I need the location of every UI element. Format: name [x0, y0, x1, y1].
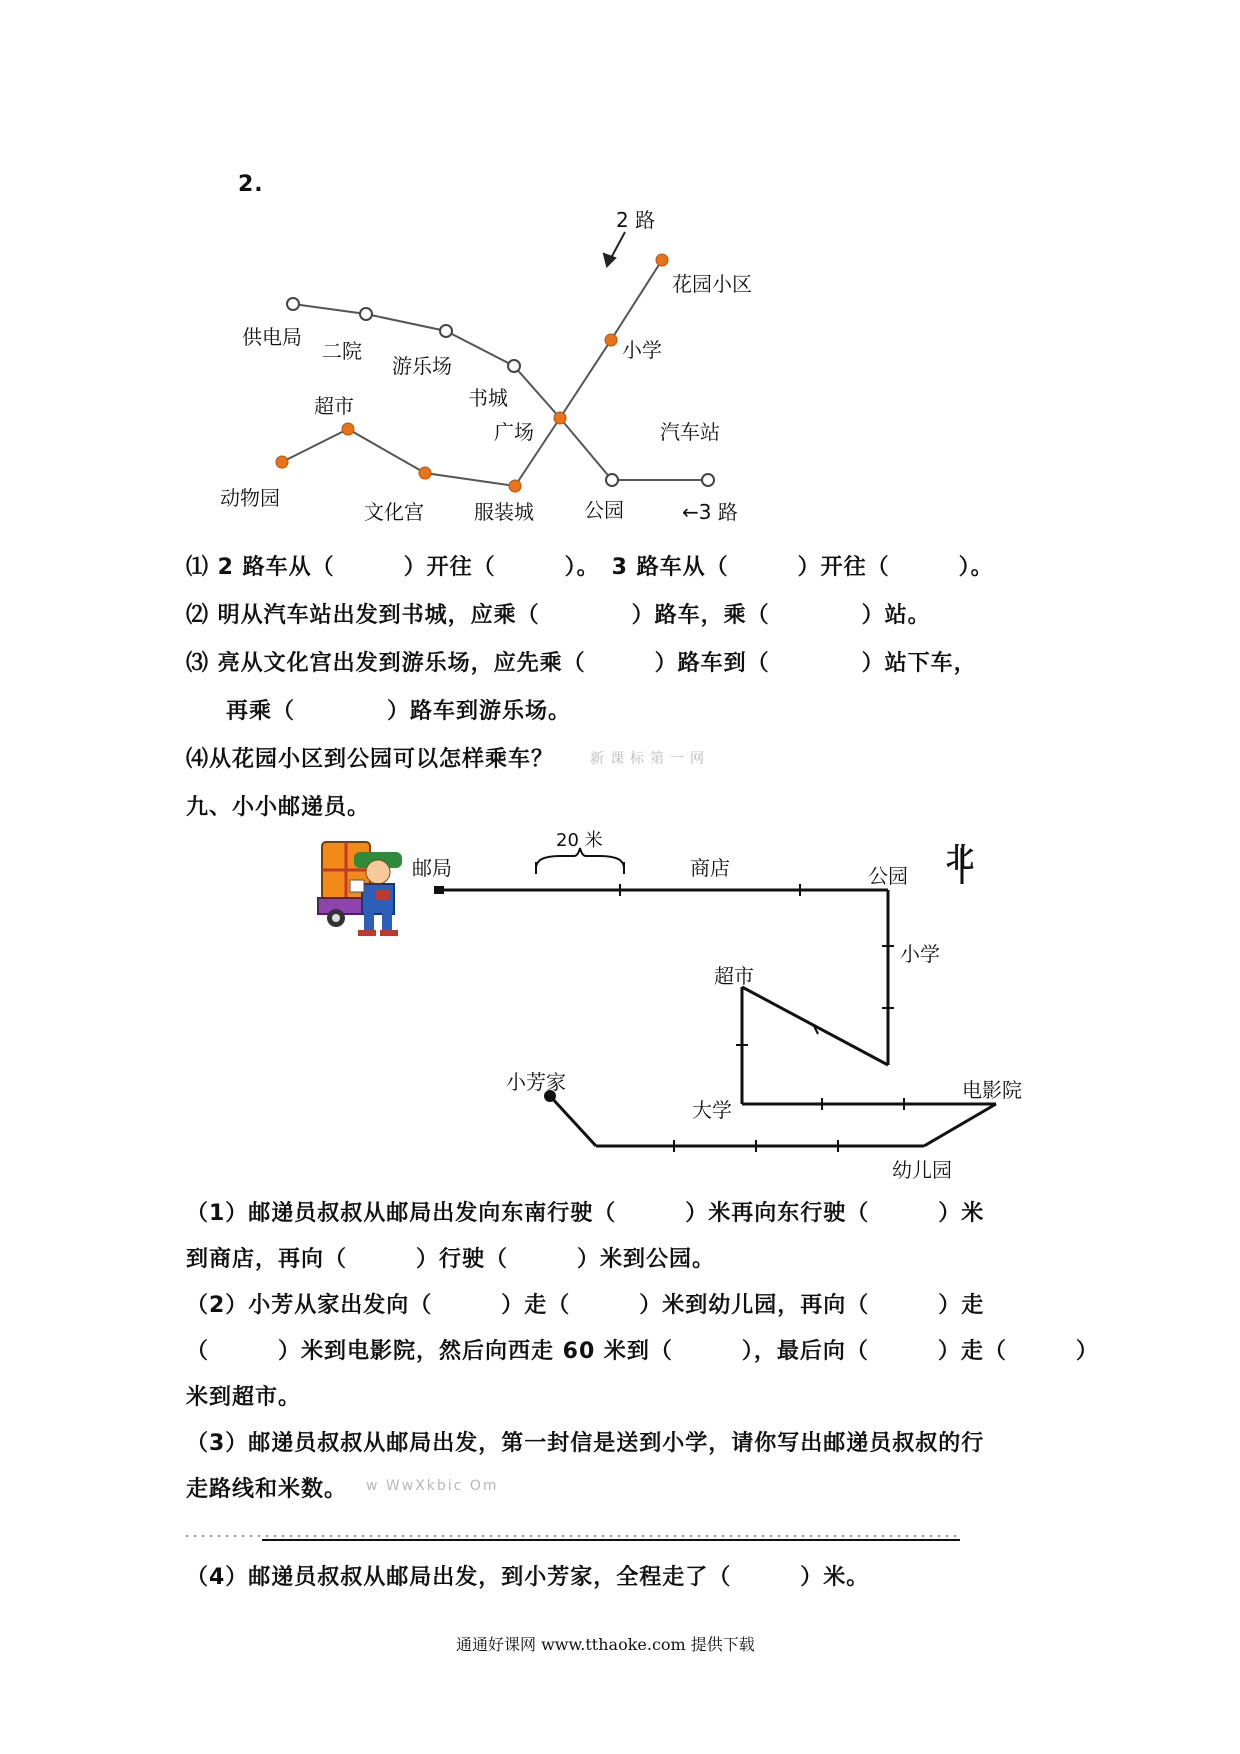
watermark: 新课标第一网	[590, 751, 710, 767]
s2-question-1: ⑴ 2 路车从（ ）开往（ ）。 3 路车从（ ）开往（ ）。	[186, 555, 994, 580]
s9-question-1: （1）邮递员叔叔从邮局出发向东南行驶（ ）米再向东行驶（ ）米	[186, 1201, 985, 1226]
label-daxue: 大学	[692, 1098, 732, 1122]
s2-question-3: ⑶ 亮从文化宫出发到游乐场，应先乘（ ）路车到（ ）站下车，	[186, 651, 977, 676]
footer-credit: 通通好课网 www.tthaoke.com 提供下载	[456, 1635, 755, 1654]
label-huayuan: 花园小区	[672, 272, 752, 296]
label-youju: 邮局	[412, 856, 452, 880]
label-gongdianju: 供电局	[242, 325, 302, 349]
s9-question-4: （4）邮递员叔叔从邮局出发，到小芳家，全程走了（ ）米。	[186, 1565, 870, 1590]
label-chaoshi: 超市	[314, 394, 354, 418]
label-chaoshi9: 超市	[714, 964, 754, 988]
s9-question-1b: 到商店，再向（ ）行驶（ ）米到公园。	[186, 1247, 716, 1272]
label-shangdian: 商店	[690, 856, 730, 880]
label-eryuan: 二院	[322, 339, 362, 363]
label-scale: 20 米	[556, 830, 603, 851]
watermark-2: w WwXkbic Om	[366, 1478, 499, 1494]
s2-question-2: ⑵ 明从汽车站出发到书城，应乘（ ）路车，乘（ ）站。	[186, 603, 931, 628]
question-number: 2.	[238, 172, 264, 197]
label-xiaoxue9: 小学	[900, 942, 940, 966]
s9-question-2: （2）小芳从家出发向（ ）走（ ）米到幼儿园，再向（ ）走	[186, 1293, 985, 1318]
section9-title: 九、小小邮递员。	[186, 795, 371, 820]
label-youeryuan: 幼儿园	[892, 1158, 952, 1182]
route3-label: ←3 路	[682, 500, 738, 524]
label-youlechang: 游乐场	[392, 354, 452, 378]
label-xiaoxue: 小学	[622, 338, 662, 362]
route2-label: 2 路	[616, 208, 656, 232]
label-gongyuan: 公园	[584, 498, 624, 522]
s2-question-3b: 再乘（ ）路车到游乐场。	[226, 699, 572, 724]
label-shucheng: 书城	[468, 386, 508, 410]
label-dianyingyuan: 电影院	[962, 1078, 1022, 1102]
label-fuzhuangcheng: 服装城	[474, 500, 534, 524]
label-xiaofangjia: 小芳家	[506, 1070, 566, 1094]
label-guangchang: 广场	[494, 420, 534, 444]
label-north: 北	[946, 841, 975, 874]
s9-question-3: （3）邮递员叔叔从邮局出发，第一封信是送到小学，请你写出邮递员叔叔的行	[186, 1431, 985, 1456]
s9-question-3b: 走路线和米数。	[186, 1477, 348, 1502]
s9-question-2c: 米到超市。	[186, 1385, 302, 1410]
label-qichezhan: 汽车站	[660, 420, 720, 444]
s2-question-4: ⑷从花园小区到公园可以怎样乘车？	[186, 747, 555, 772]
label-gongyuan9: 公园	[868, 864, 908, 888]
s9-question-2b: （ ）米到电影院，然后向西走 60 米到（ ），最后向（ ）走（ ）	[186, 1339, 1099, 1364]
label-dongwuyuan: 动物园	[220, 486, 280, 510]
label-wenhuagong: 文化宫	[364, 500, 424, 524]
